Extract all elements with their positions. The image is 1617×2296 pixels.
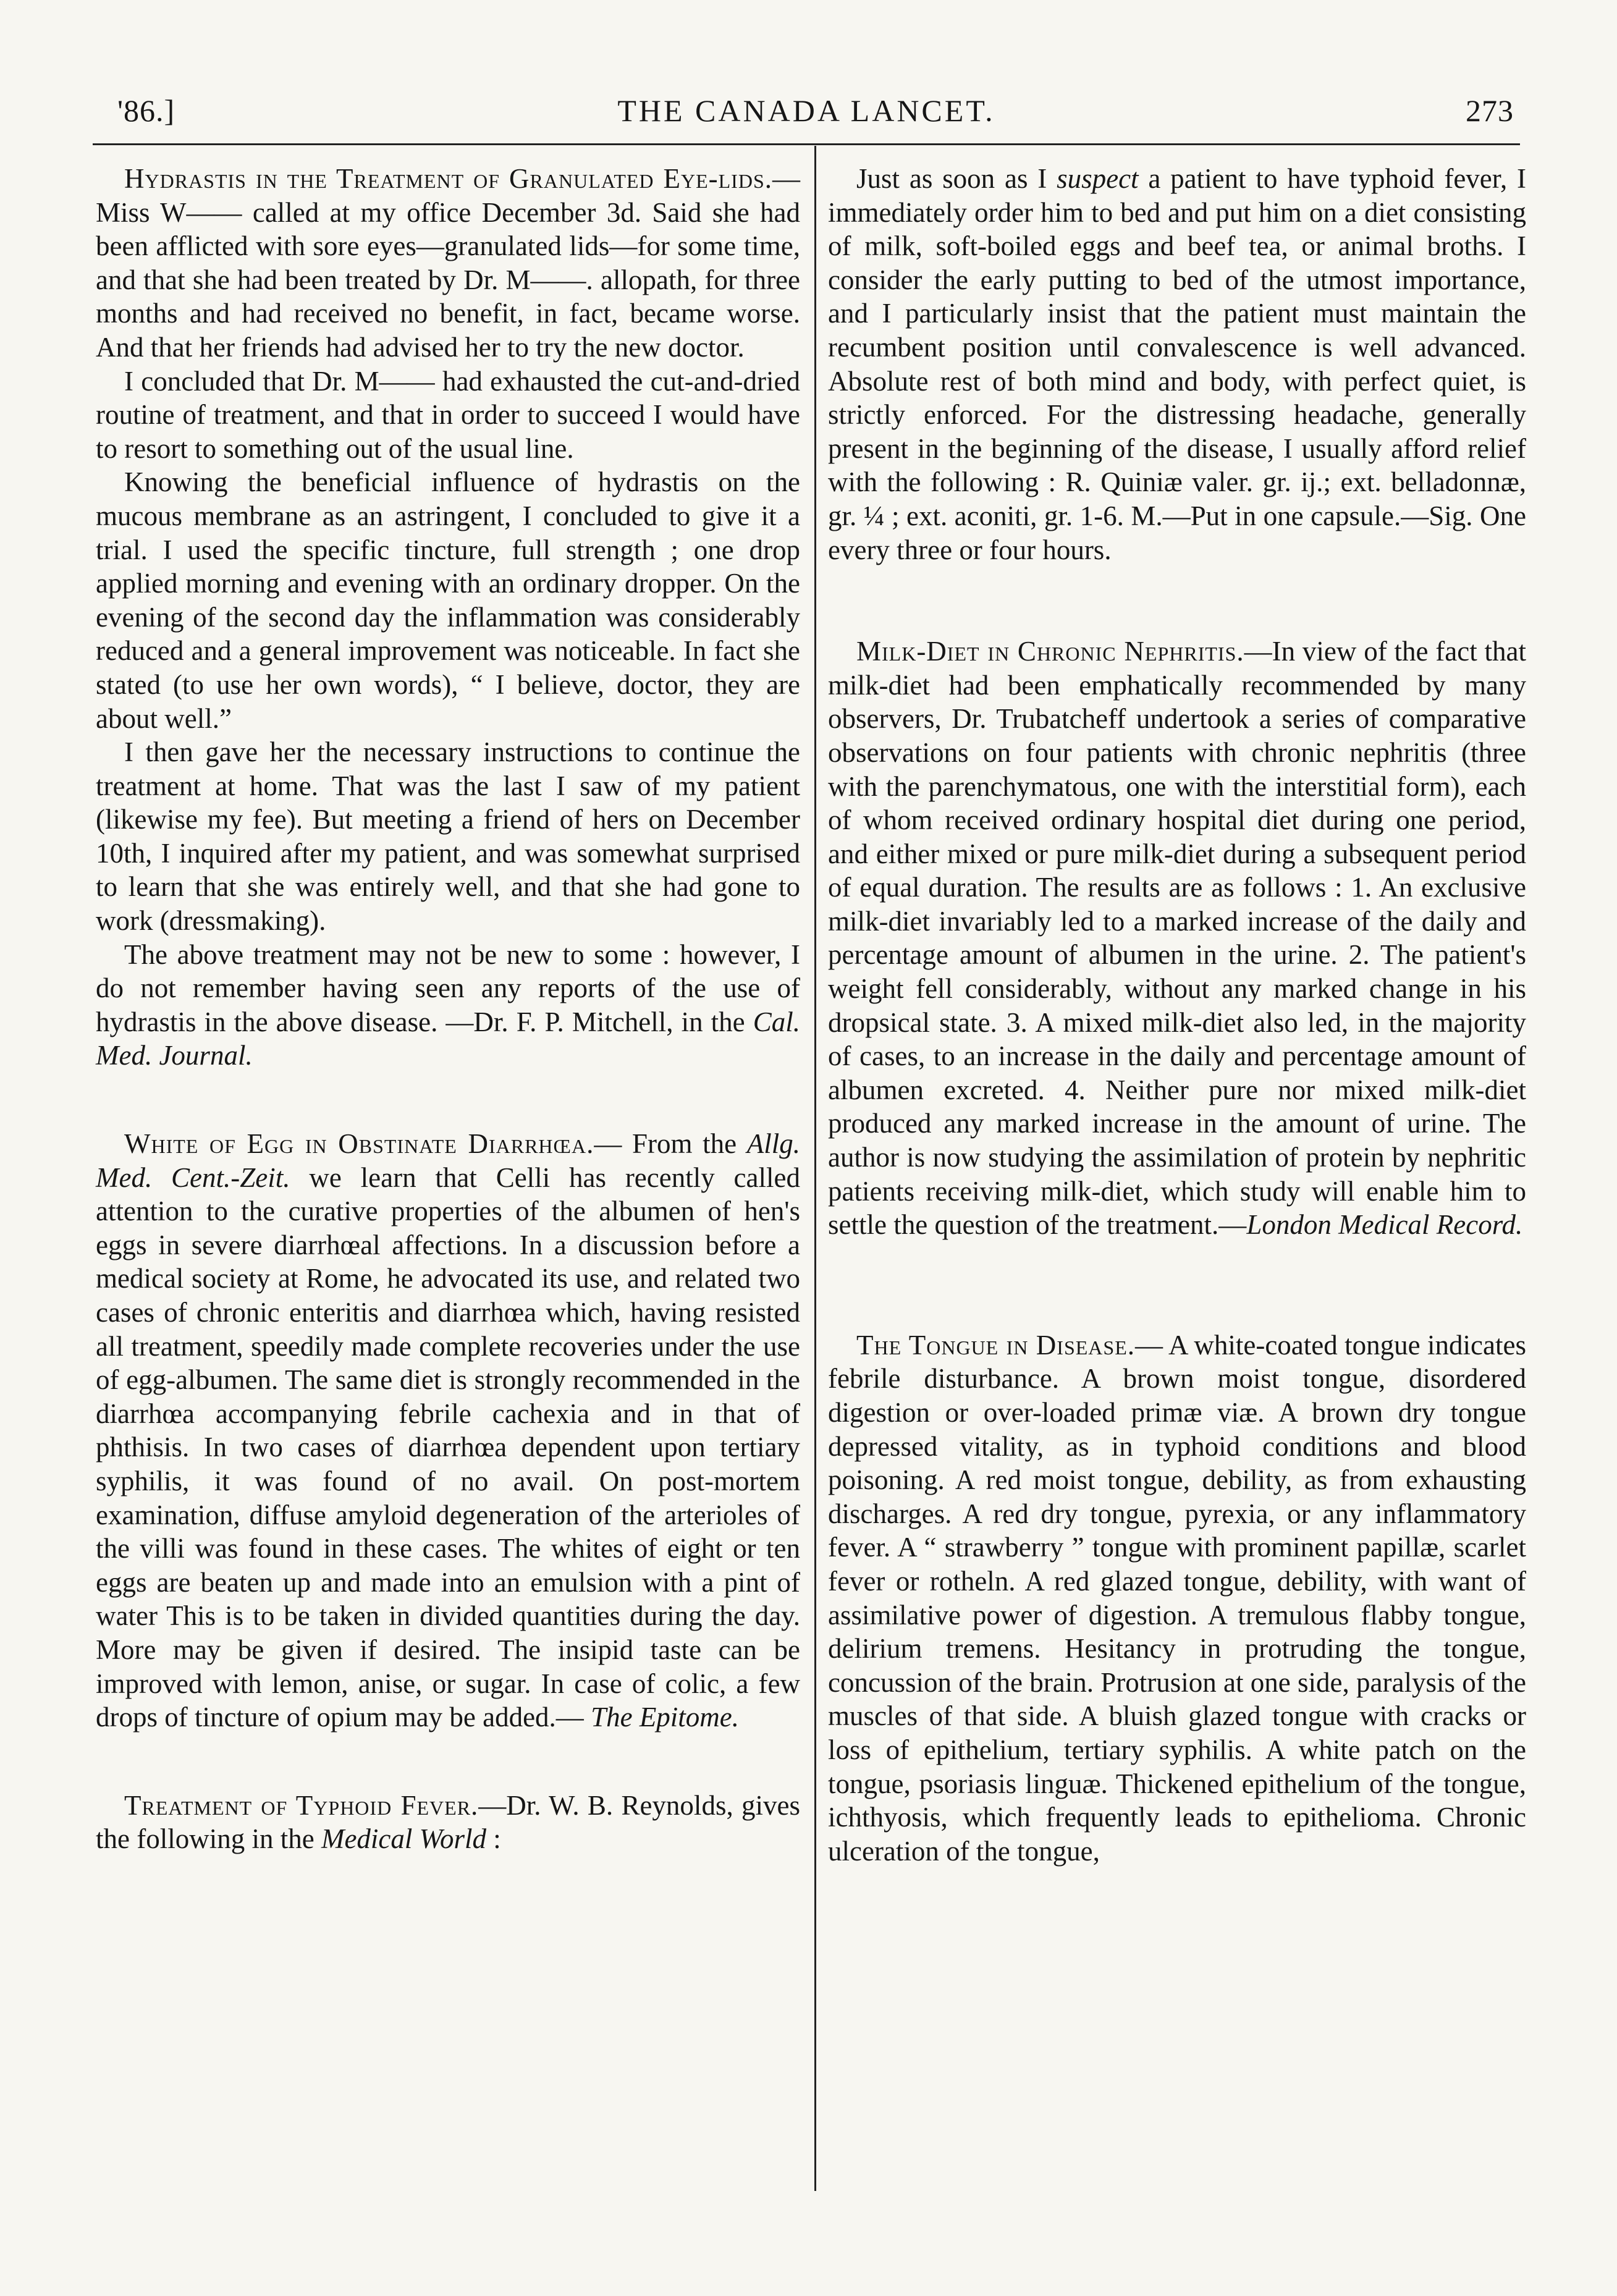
hydrastis-paragraph-5	[96, 938, 800, 1073]
citation-journal: London Medical Record.	[1246, 1209, 1523, 1241]
section-gap	[828, 1242, 1526, 1328]
typhoid-paragraph	[96, 1789, 800, 1856]
paragraph-text: —Dr. W. B. Reynolds, gives the following in the	[96, 1789, 800, 1855]
source-journal: Medical World	[321, 1823, 487, 1855]
paragraph-text: —Miss W—— called at my office December 3d. Said she had been afflicted with sore eyes—granulated lids—for some time, and that she had been treated by Dr. M——. allopath, for three months and had received no benefit, in fact, became worse. And that her friends had advised her to try the new doctor.	[96, 163, 800, 363]
article-tongue	[828, 1328, 1526, 1868]
hydrastis-paragraph-1	[96, 162, 800, 365]
paragraph-text: we learn that Celli has recently called attention to the curative properties of the albumen of hen's eggs in severe diarrhœal affections. In a discussion before a medical society at Rome, he advocated its use, and related two cases of chronic enteritis and diarrhœa which, having resisted all treatment, speedily made complete recoveries under the use of egg-albumen. The same diet is strongly recommended in the diarrhœa accompanying febrile cachexia and in that of phthisis. In two cases of diarrhœa dependent upon tertiary syphilis, it was found of no avail. On post-mortem examination, diffuse amyloid degeneration of the arterioles of the villi was found in these cases. The whites of eight or ten eggs are beaten up and made into an emulsion with a pint of water This is to be taken in divided quantities during the day. More may be given if desired. The insipid taste can be improved with lemon, anise, or sugar. In case of colic, a few drops of tincture of opium may be added.—	[96, 1162, 800, 1733]
citation-journal: The Epitome.	[591, 1702, 740, 1733]
tongue-paragraph	[828, 1328, 1526, 1868]
paragraph-text: :	[486, 1823, 501, 1855]
egg-paragraph	[96, 1127, 800, 1734]
article-typhoid	[96, 1789, 800, 1856]
article-heading: The Tongue in Disease.	[856, 1329, 1136, 1361]
article-heading: Treatment of Typhoid Fever.	[124, 1789, 479, 1821]
page-number: 273	[1466, 93, 1514, 128]
volume-year: '86.]	[117, 93, 175, 128]
column-divider	[814, 146, 816, 2191]
article-hydrastis	[96, 162, 800, 1073]
paragraph-text: Just as soon as I	[856, 163, 1057, 194]
article-milk-diet	[828, 635, 1526, 1242]
right-column	[828, 162, 1526, 1868]
hydrastis-paragraph-4: I then gave her the necessary instructions to continue the treatment at home. That was the last I saw of my patient (likewise my fee). But meeting a friend of hers on December 10th, I inquired after my patient, and was somewhat surprised to learn that she was entirely well, and that she had gone to work (dressmaking).	[96, 736, 800, 937]
header-rule	[93, 143, 1520, 145]
section-gap	[828, 567, 1526, 635]
article-heading: White of Egg in Obstinate Diarrhœa.	[124, 1128, 594, 1160]
paragraph-text: a patient to have typhoid fever, I immediately order him to bed and put him on a diet consisting of milk, soft-boiled eggs and beef tea, or animal broths. I consider the early putting to bed of the utmost importance, and I particularly insist that the patient must maintain the recumbent position until convalescence is well advanced. Absolute rest of both mind and body, with perfect quiet, is strictly enforced. For the distressing headache, generally present in the beginning of the disease, I usually afford relief with the following : R. Quiniæ valer. gr. ij.; ext. belladonnæ, gr. ¼ ; ext. aconiti, gr. 1-6. M.—Put in one capsule.—Sig. One every three or four hours.	[828, 163, 1526, 565]
section-gap	[96, 1734, 800, 1789]
left-column	[96, 162, 800, 1856]
paragraph-text: — A white-coated tongue indicates febrile disturbance. A brown moist tongue, disordered digestion or over-loaded primæ viæ. A brown dry tongue depressed vitality, as in typhoid conditions and blood poisoning. A red moist tongue, debility, as from exhausting discharges. A red dry tongue, pyrexia, or any inflammatory fever. A “ strawberry ” tongue with prominent papillæ, scarlet fever or rotheln. A red glazed tongue, debility, with want of assimilative power of digestion. A tremulous flabby tongue, delirium tremens. Hesitancy in protruding the tongue, concussion of the brain. Protrusion at one side, paralysis of the muscles of that side. A bluish glazed tongue with cracks or loss of epithelium, tertiary syphilis. A white patch on the tongue, psoriasis linguæ. Thickened epithelium of the tongue, ichthyosis, which frequently leads to epithelioma. Chronic ulceration of the tongue,	[828, 1329, 1526, 1867]
hydrastis-paragraph-2: I concluded that Dr. M—— had exhausted the cut-and-dried routine of treatment, and that in order to succeed I would have to resort to something out of the usual line.	[96, 365, 800, 464]
article-typhoid-continued	[828, 162, 1526, 567]
article-egg	[96, 1127, 800, 1734]
journal-title: THE CANADA LANCET.	[617, 93, 995, 128]
source-journal: Allg. Med. Cent.-Zeit.	[96, 1128, 800, 1193]
running-head	[93, 87, 1520, 136]
paragraph-text: — From the	[594, 1128, 747, 1160]
citation-prefix: —Dr. F. P. Mitchell, in the	[445, 1006, 753, 1037]
paragraph-text: The above treatment may not be new to some : however, I do not remember having seen any reports of the use of hydrastis in the above disease.	[96, 939, 800, 1037]
typhoid-continued-paragraph	[828, 162, 1526, 567]
emphasis-word: suspect	[1057, 163, 1139, 194]
hydrastis-paragraph-3: Knowing the beneficial influence of hydrastis on the mucous membrane as an astringent, I concluded to give it a trial. I used the specific tincture, full strength ; one drop applied morning and evening with an ordinary dropper. On the evening of the second day the inflammation was considerably reduced and a general improvement was noticeable. In fact she stated (to use her own words), “ I believe, doctor, they are about well.”	[96, 466, 800, 734]
article-heading: Hydrastis in the Treatment of Granulated Eye-lids.	[124, 163, 772, 194]
citation-journal: Cal. Med. Journal.	[96, 1006, 800, 1071]
section-gap	[96, 1073, 800, 1127]
article-heading: Milk-Diet in Chronic Nephritis.	[856, 636, 1244, 667]
paragraph-text: —In view of the fact that milk-diet had been emphatically recommended by many observers, Dr. Trubatcheff undertook a series of comparative observations on four patients with chronic nephritis (three with the parenchymatous, one with the interstitial form), each of whom received ordinary hospital diet during one period, and either mixed or pure milk-diet during a subsequent period of equal duration. The results are as follows : 1. An exclusive milk-diet invariably led to a marked increase of the daily and percentage amount of albumen in the urine. 2. The patient's weight fell considerably, without any marked change in his dropsical state. 3. A mixed milk-diet also led, in the majority of cases, to an increase in the daily and percentage amount of albumen excreted. 4. Neither pure nor mixed milk-diet produced any marked increase in the amount of urine. The author is now studying the assimilation of protein by nephritic patients receiving milk-diet, which study will enable him to settle the question of the treatment.—	[828, 636, 1526, 1241]
milk-diet-paragraph	[828, 635, 1526, 1242]
